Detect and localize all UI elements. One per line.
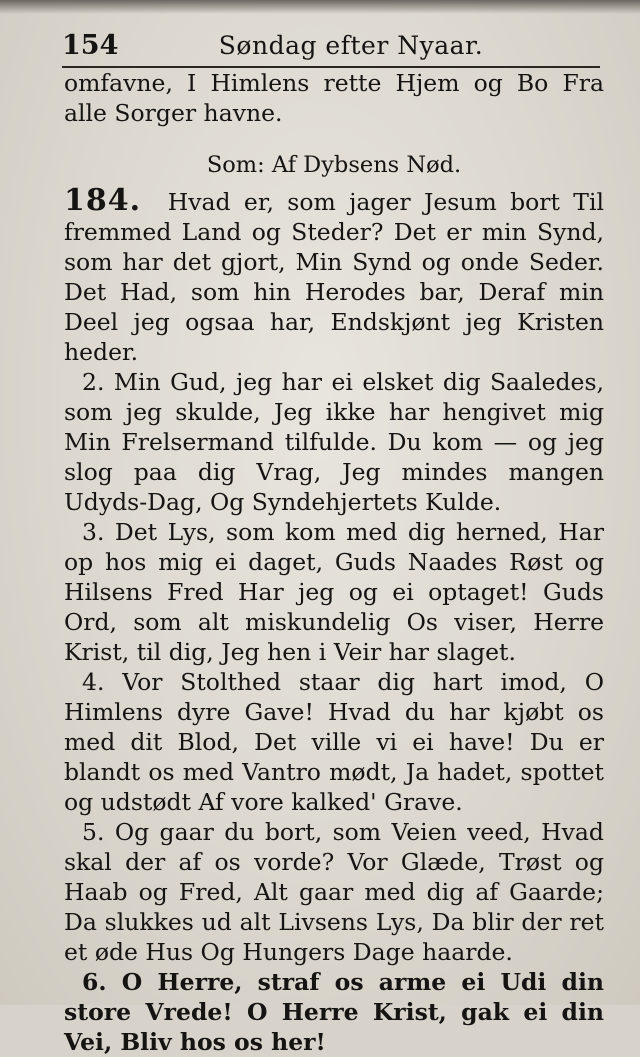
- hymn-verse-1: [64, 183, 604, 367]
- verse-number: 5.: [82, 818, 105, 846]
- verse-text: Og gaar du bort, som Veien veed, Hvad skal der af os vorde? Vor Glæde, Trøst og Haab og Fred, Alt gaar med dig af Gaarde; Da slukkes ud alt Livsens Lys, Da blir der ret et øde Hus Og Hungers Dage haarde.: [64, 818, 604, 966]
- verse-number: 3.: [82, 518, 105, 546]
- verse-text: Vor Stolthed staar dig hart imod, O Himlens dyre Gave! Hvad du har kjøbt os med dit Blod, Det ville vi ei have! Du er blandt os med Vantro mødt, Ja hadet, spottet og udstødt Af vore kalked' Grave.: [64, 668, 604, 816]
- hymn-verse-6: [64, 967, 604, 1057]
- verse-text: Det Lys, som kom med dig herned, Har op hos mig ei daget, Guds Naades Røst og Hilsens Fred Har jeg og ei optaget! Guds Ord, som alt miskundelig Os viser, Herre Krist, til dig, Jeg hen i Veir har slaget.: [64, 518, 604, 666]
- hymn-verse-3: [64, 517, 604, 667]
- melody-line: Som: Af Dybsens Nød.: [206, 152, 462, 178]
- verse-text: Hvad er, som jager Jesum bort Til fremmed Land og Steder? Det er min Synd, som har det gjort, Min Synd og onde Seder. Det Had, som hin Herodes bar, Deraf min Deel jeg ogsaa har, Endskjønt jeg Kristen heder.: [64, 188, 604, 366]
- page-number: 154: [62, 30, 119, 61]
- hymn-verse-5: [64, 817, 604, 967]
- hymn-number: 184.: [64, 183, 142, 218]
- verse-number: 4.: [82, 668, 105, 696]
- verse-text: O Herre, straf os arme ei Udi din store Vrede! O Herre Krist, gak ei din Vei, Bliv hos os her!: [64, 968, 604, 1056]
- verse-number: 6.: [82, 968, 107, 996]
- hymn-text-block: [64, 68, 604, 1057]
- previous-hymn-ending: omfavne, I Himlens rette Hjem og Bo Fra alle Sorger havne.: [64, 69, 604, 127]
- verse-number: 2.: [82, 368, 105, 396]
- hymn-verse-2: [64, 367, 604, 517]
- running-title: Søndag efter Nyaar.: [218, 31, 484, 60]
- hymn-verse-4: [64, 667, 604, 817]
- page-header: [62, 26, 600, 66]
- verse-text: Min Gud, jeg har ei elsket dig Saaledes, som jeg skulde, Jeg ikke har hengivet mig Min Frelsermand tilfulde. Du kom — og jeg slog paa dig Vrag, Jeg mindes mangen Udyds-Dag, Og Syndehjertets Kulde.: [64, 368, 604, 516]
- page-top-shadow: [0, 0, 640, 14]
